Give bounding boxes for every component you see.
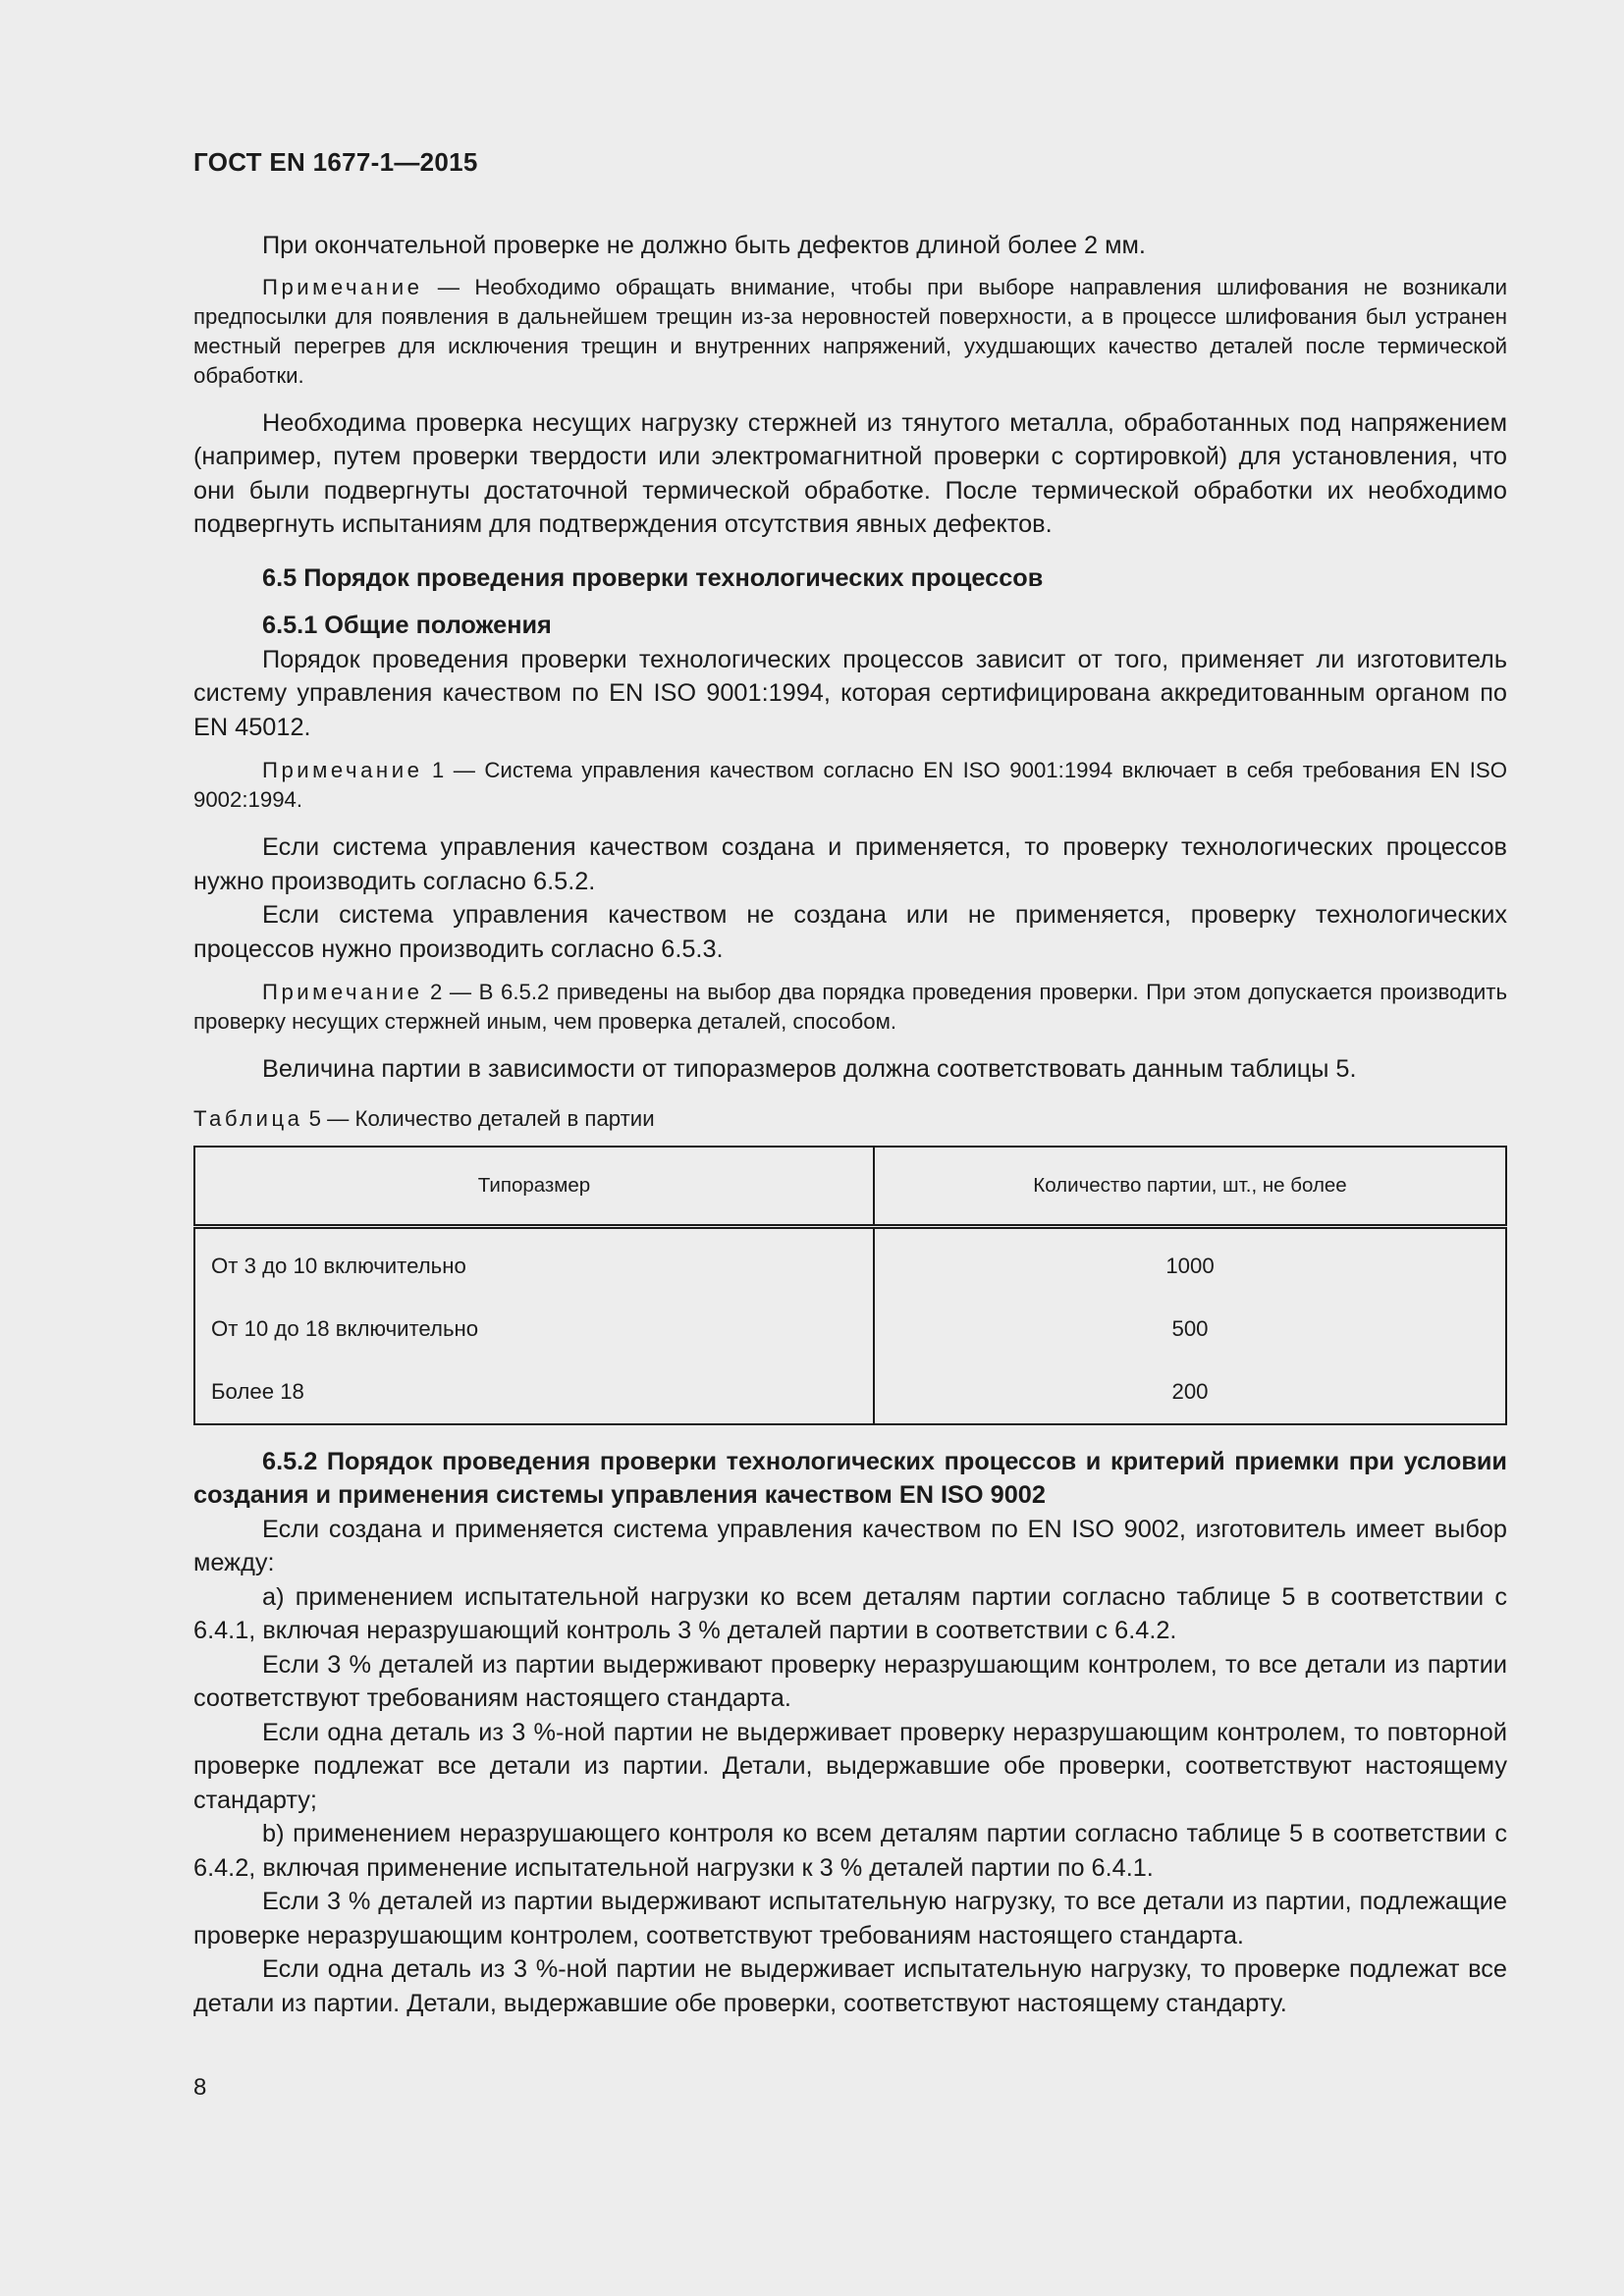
table-row (194, 1298, 1506, 1361)
cell-size: От 3 до 10 включительно (194, 1226, 874, 1298)
paragraph: Если система управления качеством не создана или не применяется, проверку технологических процессов нужно производить согласно 6.5.3. (193, 901, 1507, 963)
table-caption (193, 1104, 1507, 1134)
table-row (194, 1361, 1506, 1424)
subsection-heading: 6.5.1 Общие положения (262, 612, 552, 639)
subsection-heading: 6.5.2 Порядок проведения проверки технологических процессов и критерий приемки при условии создания и применения системы управления качеством EN ISO 9002 (193, 1447, 1507, 1509)
note-text: — Необходимо обращать внимание, чтобы при выборе направления шлифования не возникали предпосылки для появления в дальнейшем трещин из-за неровностей поверхности, а в процессе шлифования был устранен местный перегрев для исключения трещин и внутренних напряжений, ухудшающих качество деталей после термической обработки. (193, 274, 1507, 388)
cell-size: Более 18 (194, 1361, 874, 1424)
paragraph: Если одна деталь из 3 %-ной партии не выдерживает испытательную нагрузку, то проверке подлежат все детали из партии. Детали, выдержавшие обе проверки, соответствуют настоящему стандарту. (193, 1955, 1507, 2017)
cell-quantity: 1000 (1165, 1253, 1215, 1278)
note-text: 2 — В 6.5.2 приведены на выбор два порядка проведения проверки. При этом допускается производить проверку несущих стержней иным, чем проверка деталей, способом. (193, 980, 1507, 1034)
note-text: 1 — Система управления качеством согласно EN ISO 9001:1994 включает в себя требования EN ISO 9002:1994. (193, 758, 1507, 812)
paragraph: Порядок проведения проверки технологических процессов зависит от того, применяет ли изготовитель систему управления качеством по EN ISO 9001:1994, которая сертифицирована аккредитованным органом по EN 45012. (193, 645, 1507, 741)
note-label: Примечание (262, 980, 423, 1004)
table-caption-label: Таблица (193, 1105, 303, 1131)
note-label: Примечание (262, 758, 423, 782)
note (193, 273, 1507, 391)
paragraph: Величина партии в зависимости от типоразмеров должна соответствовать данным таблицы 5. (262, 1055, 1357, 1083)
paragraph: Если создана и применяется система управления качеством по EN ISO 9002, изготовитель имеет выбор между: (193, 1515, 1507, 1576)
table-caption-text: 5 — Количество деталей в партии (302, 1105, 655, 1131)
paragraph: Если 3 % деталей из партии выдерживают проверку неразрушающим контролем, то все детали из партии соответствуют требованиям настоящего стандарта. (193, 1650, 1507, 1712)
column-header-quantity: Количество партии, шт., не более (874, 1147, 1506, 1227)
paragraph: Если 3 % деталей из партии выдерживают испытательную нагрузку, то все детали из партии, подлежащие проверке неразрушающим контролем, соответствуют требованиям настоящего стандарта. (193, 1888, 1507, 1949)
column-header-size: Типоразмер (194, 1147, 874, 1227)
paragraph: При окончательной проверке не должно быть дефектов длиной более 2 мм. (262, 232, 1146, 259)
list-item-a: a) применением испытательной нагрузки ко всем деталям партии согласно таблице 5 в соответствии с 6.4.1, включая неразрушающий контроль 3 % деталей партии в соответствии с 6.4.2. (193, 1582, 1507, 1644)
note-label: Примечание (262, 274, 423, 299)
page-content (193, 147, 1507, 2020)
note (193, 978, 1507, 1037)
cell-quantity: 200 (1171, 1378, 1209, 1404)
table-row (194, 1226, 1506, 1298)
paragraph: Если система управления качеством создана и применяется, то проверку технологических процессов нужно производить согласно 6.5.2. (193, 833, 1507, 895)
table-5 (193, 1146, 1507, 1425)
paragraph: Если одна деталь из 3 %-ной партии не выдерживает проверку неразрушающим контролем, то повторной проверке подлежат все детали из партии. Детали, выдержавшие обе проверки, соответствуют настоящему стандарту; (193, 1718, 1507, 1814)
paragraph: Необходима проверка несущих нагрузку стержней из тянутого металла, обработанных под напряжением (например, путем проверки твердости или электромагнитной проверки с сортировкой) для установления, что они были подвергнуты достаточной термической обработке. После термической обработки их необходимо подвергнуть испытаниям для подтверждения отсутствия явных дефектов. (193, 408, 1507, 538)
list-item-b: b) применением неразрушающего контроля ко всем деталям партии согласно таблице 5 в соответствии с 6.4.2, включая применение испытательной нагрузки к 3 % деталей партии по 6.4.1. (193, 1820, 1507, 1882)
document-header: ГОСТ EN 1677-1—2015 (193, 147, 478, 177)
note (193, 756, 1507, 815)
cell-size: От 10 до 18 включительно (194, 1298, 874, 1361)
cell-quantity: 500 (1171, 1315, 1209, 1341)
page-number: 8 (193, 2074, 207, 2101)
table-header-row (194, 1147, 1506, 1227)
section-heading: 6.5 Порядок проведения проверки технологических процессов (262, 563, 1044, 592)
